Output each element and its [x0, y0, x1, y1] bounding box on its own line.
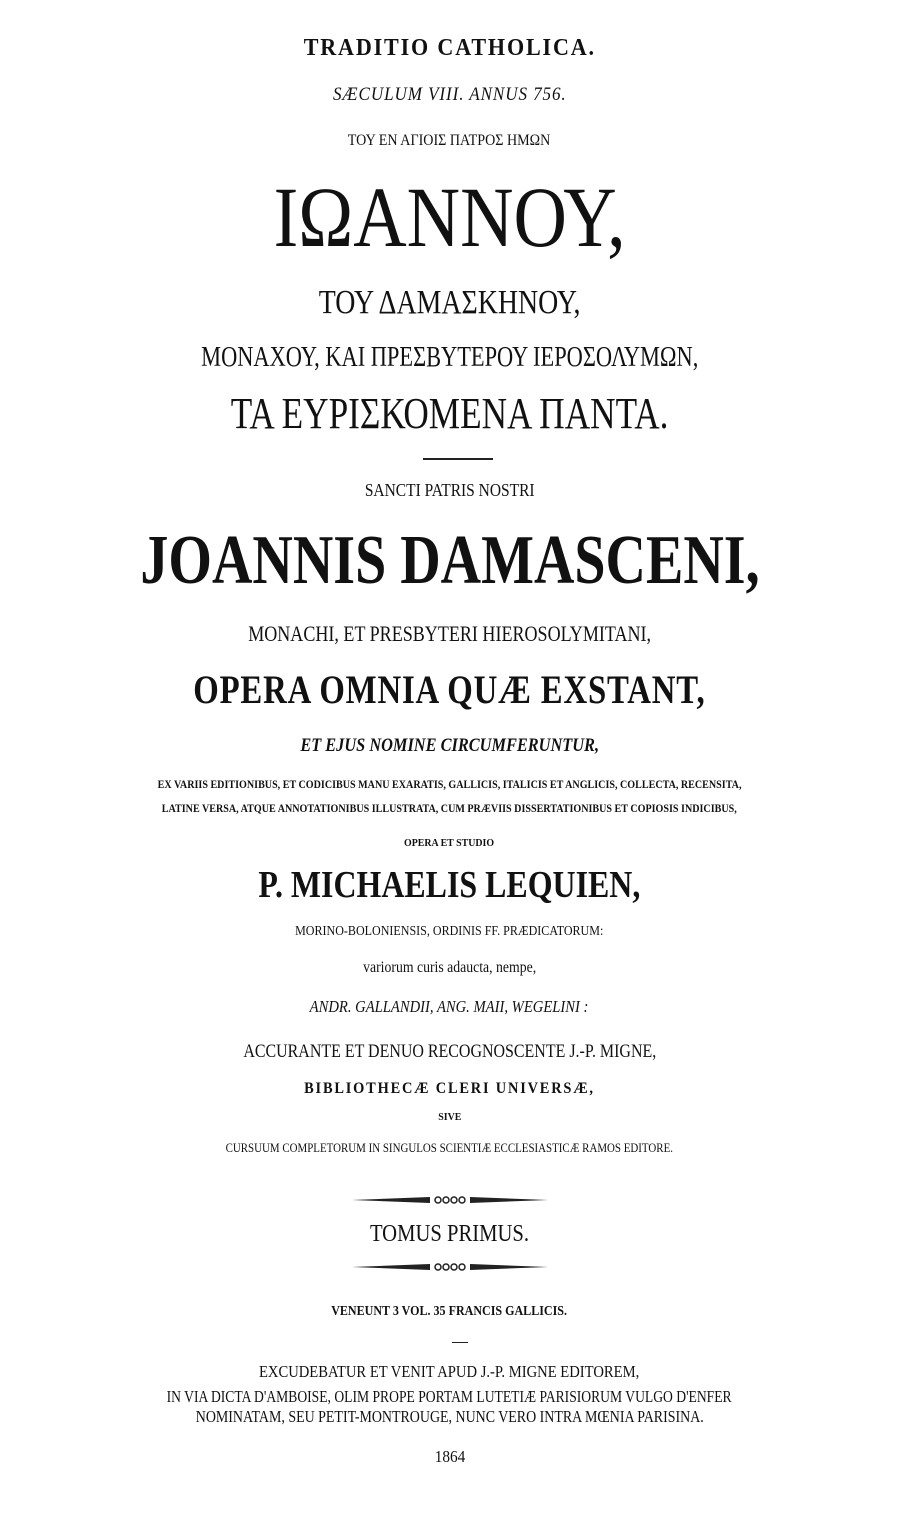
series-title: TRADITIO CATHOLICA.	[303, 35, 596, 61]
editor-name: P. MICHAELIS LEQUIEN,	[258, 864, 641, 906]
publication-year: 1864	[434, 1447, 465, 1466]
greek-author-name: ΙΩΑΝΝΟΥ,	[273, 169, 626, 265]
imprint-line-3: NOMINATAM, SEU PETIT-MONTROUGE, NUNC VERO INTRA MŒNIA PARISINA.	[195, 1407, 704, 1426]
editor-origin: MORINO-BOLONIENSIS, ORDINIS FF. PRÆDICATORUM:	[295, 924, 604, 939]
divider-rule	[423, 458, 493, 460]
greek-intro: ΤΟΥ ΕΝ ΑΓΙΟΙΣ ΠΑΤΡΟΣ ΗΜΩΝ	[348, 132, 551, 149]
latin-office: MONACHI, ET PRESBYTERI HIEROSOLYMITANI,	[248, 621, 651, 646]
latin-works: OPERA OMNIA QUÆ EXSTANT,	[193, 667, 706, 712]
short-rule	[452, 1342, 468, 1343]
greek-epithet: ΤΟΥ ΔΑΜΑΣΚΗΝΟΥ,	[318, 284, 581, 321]
cursuum-line: CURSUUM COMPLETORUM IN SINGULOS SCIENTIÆ ECCLESIASTICÆ RAMOS EDITORE.	[225, 1140, 674, 1155]
bibliotheca-line: BIBLIOTHECÆ CLERI UNIVERSÆ,	[304, 1080, 595, 1097]
price-line: VENEUNT 3 VOL. 35 FRANCIS GALLICIS.	[331, 1304, 568, 1319]
imprint-line-2: IN VIA DICTA D'AMBOISE, OLIM PROPE PORTAM LUTETIÆ PARISIORUM VULGO D'ENFER	[167, 1387, 732, 1406]
greek-works: ΤΑ ΕΥΡΙΣΚΟΜΕΝΑ ΠΑΝΤΑ.	[230, 389, 669, 438]
saeculum-line: SÆCULUM VIII. ANNUS 756.	[332, 84, 567, 105]
latin-author-name: JOANNIS DAMASCENI,	[139, 522, 760, 599]
circumferuntur-line: ET EJUS NOMINE CIRCUMFERUNTUR,	[300, 735, 599, 756]
volume-number: TOMUS PRIMUS.	[369, 1221, 530, 1247]
variorum-line: variorum curis adaucta, nempe,	[362, 959, 537, 976]
greek-office: ΜΟΝΑΧΟΥ, ΚΑΙ ΠΡΕΣΒΥΤΕΡΟΥ ΙΕΡΟΣΟΛΥΜΩΝ,	[200, 342, 699, 373]
sive-line: SIVE	[437, 1111, 462, 1123]
ornament-icon	[350, 1260, 550, 1274]
accurante-line: ACCURANTE ET DENUO RECOGNOSCENTE J.-P. MIGNE,	[243, 1041, 656, 1062]
description-line-1: EX VARIIS EDITIONIBUS, ET CODICIBUS MANU EXARATIS, GALLICIS, ITALICIS ET ANGLICIS, COLLECTA, RECENSITA,	[157, 777, 742, 791]
ornamental-rule-bottom	[0, 1260, 899, 1274]
latin-intro: SANCTI PATRIS NOSTRI	[364, 480, 535, 500]
description-line-2: LATINE VERSA, ATQUE ANNOTATIONIBUS ILLUSTRATA, CUM PRÆVIIS DISSERTATIONIBUS ET COPIOSIS INDICIBUS,	[161, 801, 738, 815]
opera-et-studio: OPERA ET STUDIO	[404, 837, 495, 849]
contributors-line: ANDR. GALLANDII, ANG. MAII, WEGELINI :	[310, 997, 589, 1016]
ornament-icon	[350, 1193, 550, 1207]
ornamental-rule-top	[0, 1193, 899, 1207]
imprint-line-1: EXCUDEBATUR ET VENIT APUD J.-P. MIGNE EDITOREM,	[259, 1362, 640, 1381]
